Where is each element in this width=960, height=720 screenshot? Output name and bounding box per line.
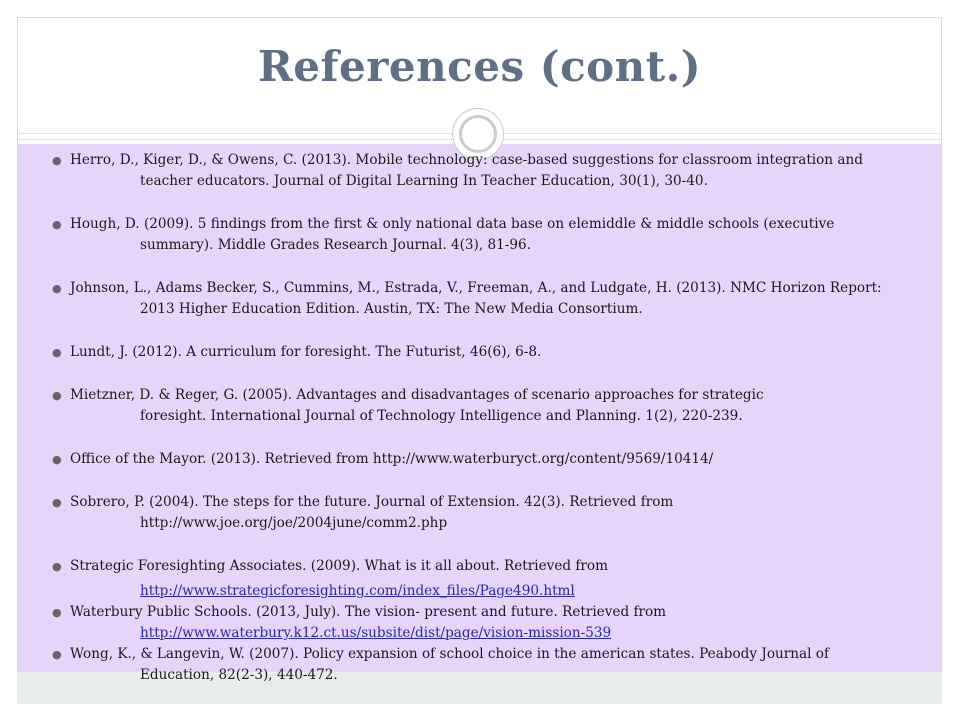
- reference-item: [48, 385, 928, 427]
- reference-text: Sobrero, P. (2004). The steps for the future. Journal of Extension. 42(3). Retrieved from: [70, 494, 674, 510]
- reference-text: Hough, D. (2009). 5 findings from the first & only national data base on elemiddle & middle schools (executive: [70, 216, 835, 232]
- bullet-icon: ●: [52, 218, 62, 231]
- reference-text: Office of the Mayor. (2013). Retrieved from http://www.waterburyct.org/content/9569/10414/: [70, 451, 714, 467]
- bullet-icon: ●: [52, 648, 62, 661]
- reference-text-cont: Education, 82(2-3), 440-472.: [140, 667, 338, 683]
- bullet-icon: ●: [52, 154, 62, 167]
- reference-item: [48, 602, 928, 644]
- reference-link[interactable]: http://www.waterbury.k12.ct.us/subsite/dist/page/vision-mission-539: [140, 625, 612, 641]
- reference-item: [48, 150, 928, 192]
- bullet-icon: ●: [52, 560, 62, 573]
- reference-item: [48, 214, 928, 256]
- reference-link[interactable]: http://www.strategicforesighting.com/index_files/Page490.html: [140, 583, 575, 599]
- reference-text-cont: http://www.joe.org/joe/2004june/comm2.php: [140, 515, 448, 531]
- reference-text-cont: 2013 Higher Education Edition. Austin, TX: The New Media Consortium.: [140, 301, 643, 317]
- reference-item: [48, 492, 928, 534]
- reference-text: Mietzner, D. & Reger, G. (2005). Advantages and disadvantages of scenario approaches for strategic: [70, 387, 764, 403]
- reference-text: Johnson, L., Adams Becker, S., Cummins, M., Estrada, V., Freeman, A., and Ludgate, H. (2013). NMC Horizon Report:: [70, 280, 882, 296]
- reference-text: Strategic Foresighting Associates. (2009). What is it all about. Retrieved from: [70, 558, 608, 574]
- reference-text: Lundt, J. (2012). A curriculum for foresight. The Futurist, 46(6), 6-8.: [70, 344, 542, 360]
- reference-text: Herro, D., Kiger, D., & Owens, C. (2013). Mobile technology: case-based suggestions for classroom integration and: [70, 152, 863, 168]
- slide-title: References (cont.): [257, 42, 702, 91]
- reference-text: Waterbury Public Schools. (2013, July). The vision- present and future. Retrieved from: [70, 604, 667, 620]
- reference-text-cont: foresight. International Journal of Technology Intelligence and Planning. 1(2), 220-239.: [140, 408, 743, 424]
- reference-text-cont: teacher educators. Journal of Digital Learning In Teacher Education, 30(1), 30-40.: [140, 173, 708, 189]
- reference-item: [48, 342, 928, 363]
- reference-item: [48, 644, 928, 686]
- bullet-icon: ●: [52, 453, 62, 466]
- reference-list: [48, 150, 928, 686]
- reference-item: [48, 278, 928, 320]
- reference-item: [48, 556, 928, 602]
- reference-text-cont: summary). Middle Grades Research Journal. 4(3), 81-96.: [140, 237, 532, 253]
- bullet-icon: ●: [52, 282, 62, 295]
- reference-text: Wong, K., & Langevin, W. (2007). Policy expansion of school choice in the american states. Peabody Journal of: [70, 646, 830, 662]
- reference-item: [48, 449, 928, 470]
- bullet-icon: ●: [52, 389, 62, 402]
- bullet-icon: ●: [52, 496, 62, 509]
- bullet-icon: ●: [52, 606, 62, 619]
- bullet-icon: ●: [52, 346, 62, 359]
